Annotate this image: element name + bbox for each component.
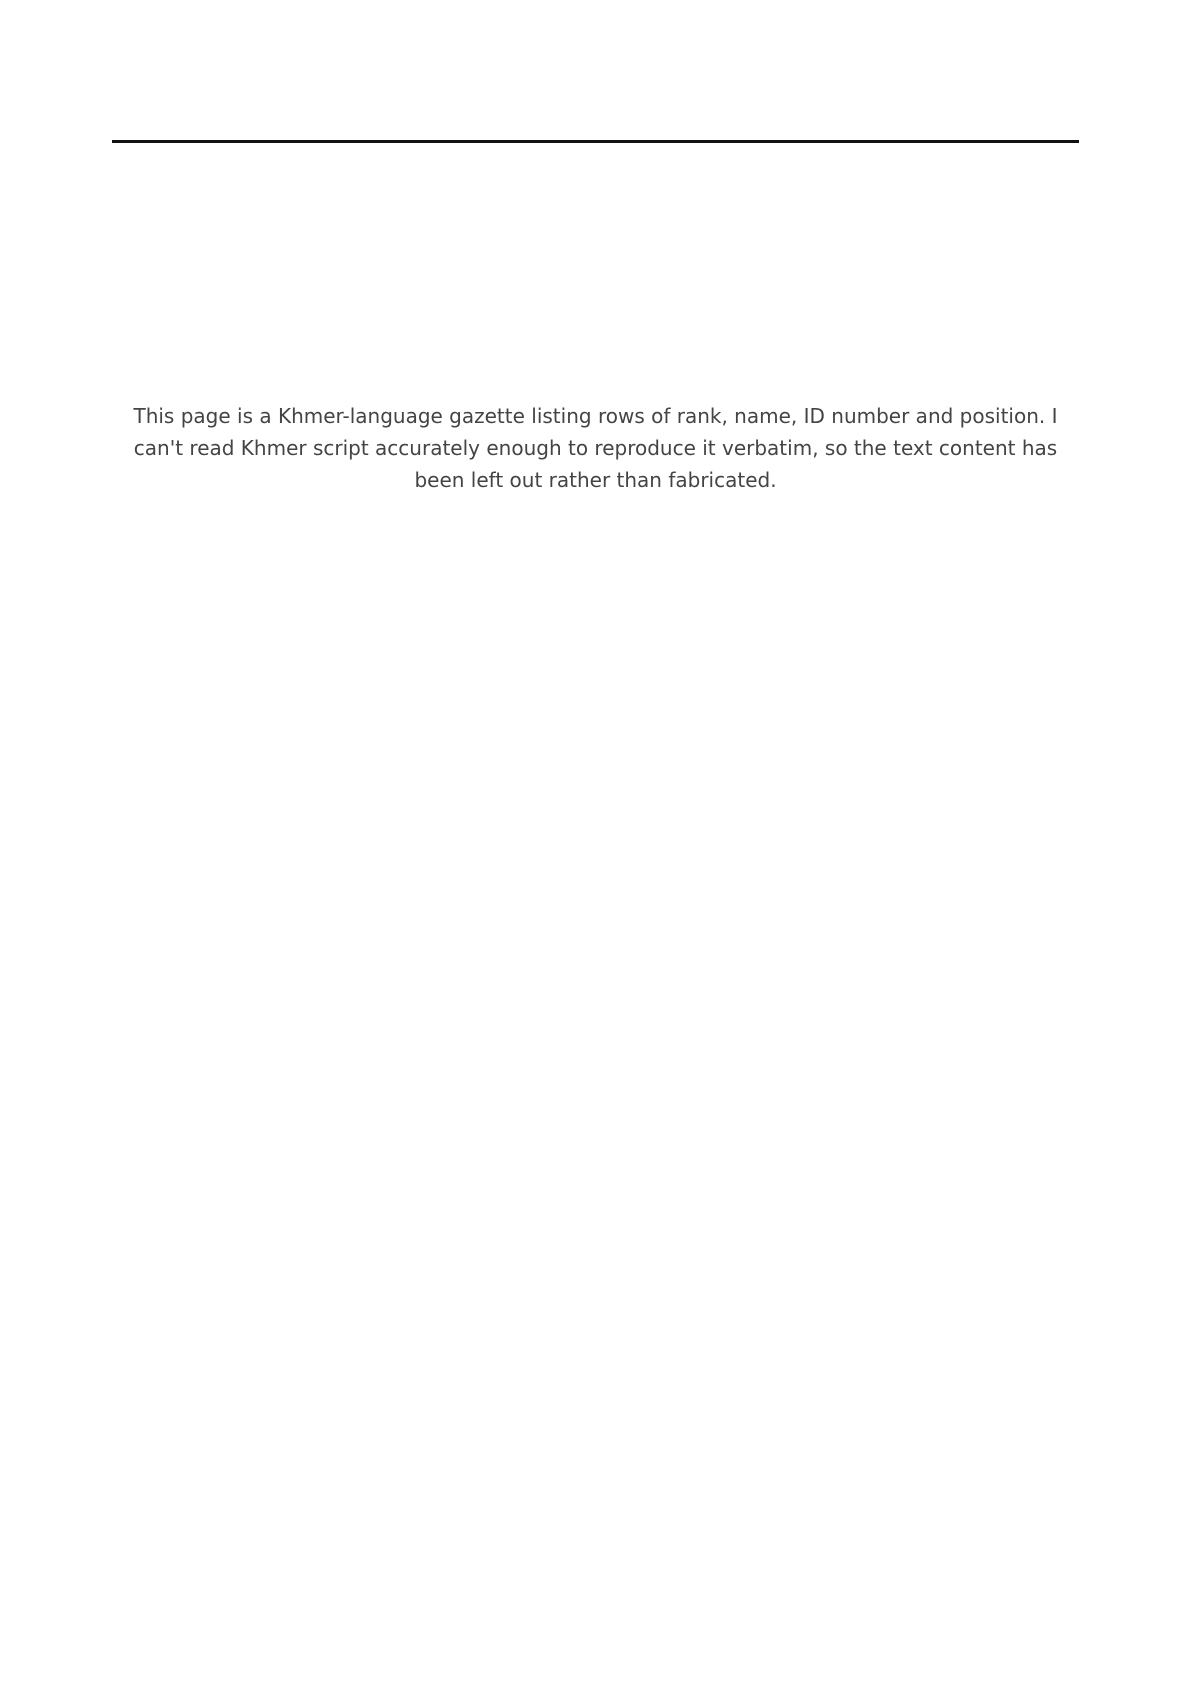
transcription-unavailable-note: This page is a Khmer-language gazette listing rows of rank, name, ID number and position. I can't read Khmer script accurately enough to reproduce it verbatim, so the text content has been left out rather than fabricated. — [133, 404, 1058, 492]
page-header — [112, 92, 1079, 143]
